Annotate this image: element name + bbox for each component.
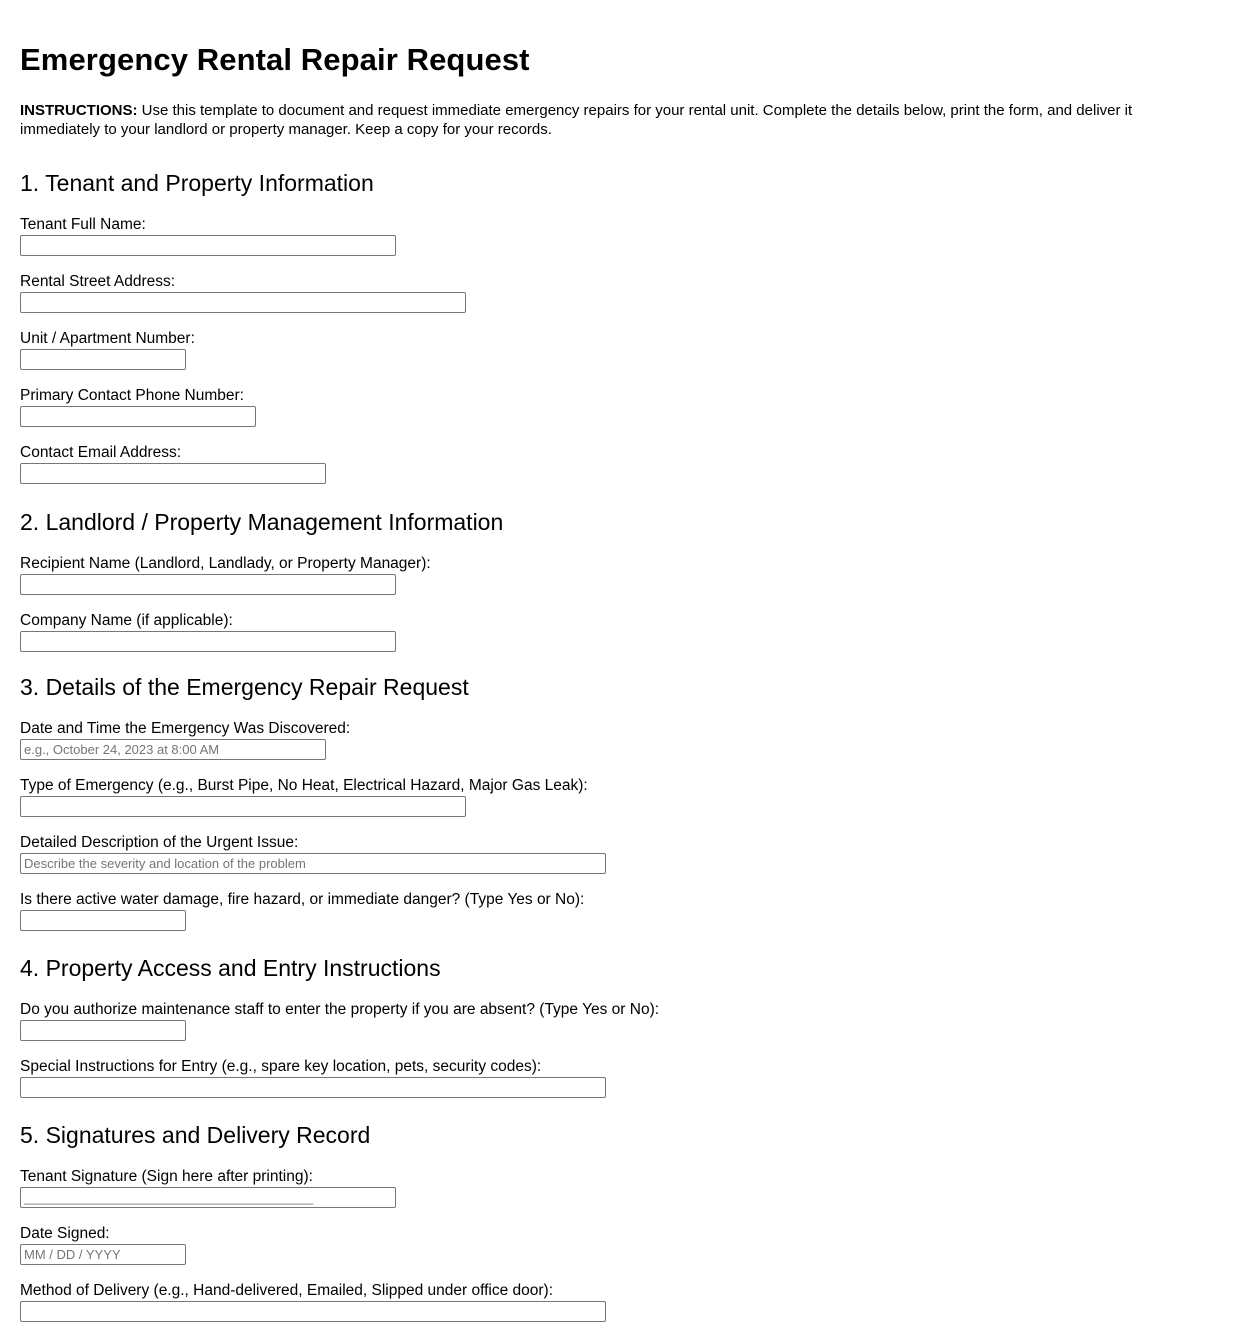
- unit-number-input[interactable]: [20, 349, 186, 370]
- section-title: 2. Landlord / Property Management Information: [20, 509, 504, 535]
- issue-description-input[interactable]: [20, 853, 606, 874]
- field-label: Primary Contact Phone Number:: [20, 387, 244, 404]
- field-company-name: [20, 611, 1227, 652]
- tenant-signature-input[interactable]: [20, 1187, 396, 1208]
- field-active-danger: [20, 890, 1227, 931]
- tenant-full-name-input[interactable]: [20, 235, 396, 256]
- section-property-access: [20, 953, 1227, 1098]
- field-label: Date and Time the Emergency Was Discovered:: [20, 720, 351, 737]
- instructions-label: INSTRUCTIONS:: [20, 102, 138, 119]
- emergency-type-input[interactable]: [20, 796, 466, 817]
- section-emergency-details: [20, 672, 1227, 931]
- field-label: Rental Street Address:: [20, 273, 176, 290]
- authorize-entry-input[interactable]: [20, 1020, 186, 1041]
- section-landlord-info: [20, 507, 1227, 652]
- field-tenant-signature: [20, 1167, 1227, 1208]
- field-label: Type of Emergency (e.g., Burst Pipe, No Heat, Electrical Hazard, Major Gas Leak):: [20, 777, 588, 794]
- instructions-text: [20, 101, 1215, 139]
- section-tenant-property: [20, 168, 1227, 484]
- field-label: Method of Delivery (e.g., Hand-delivered, Emailed, Slipped under office door):: [20, 1282, 554, 1299]
- field-rental-street-address: [20, 272, 1227, 313]
- section-title: 3. Details of the Emergency Repair Request: [20, 674, 469, 700]
- entry-instructions-input[interactable]: [20, 1077, 606, 1098]
- section-title: 4. Property Access and Entry Instructions: [20, 955, 441, 981]
- field-contact-phone: [20, 386, 1227, 427]
- instructions-body: Use this template to document and request immediate emergency repairs for your rental unit. Complete the details below, print the form, and deliver it immediately to your landlord or property manager. Keep a copy for your records.: [20, 102, 1133, 138]
- field-label: Recipient Name (Landlord, Landlady, or Property Manager):: [20, 555, 431, 572]
- field-authorize-entry: [20, 1000, 1227, 1041]
- section-signatures: [20, 1120, 1227, 1322]
- recipient-name-input[interactable]: [20, 574, 396, 595]
- field-label: Company Name (if applicable):: [20, 612, 233, 629]
- field-label: Detailed Description of the Urgent Issue:: [20, 834, 299, 851]
- field-emergency-type: [20, 776, 1227, 817]
- field-delivery-method: [20, 1281, 1227, 1322]
- field-unit-number: [20, 329, 1227, 370]
- field-date-signed: [20, 1224, 1227, 1265]
- emergency-discovered-input[interactable]: [20, 739, 326, 760]
- section-title: 5. Signatures and Delivery Record: [20, 1122, 371, 1148]
- field-label: Date Signed:: [20, 1225, 110, 1242]
- active-danger-input[interactable]: [20, 910, 186, 931]
- contact-phone-input[interactable]: [20, 406, 256, 427]
- field-tenant-full-name: [20, 215, 1227, 256]
- field-label: Tenant Full Name:: [20, 216, 146, 233]
- company-name-input[interactable]: [20, 631, 396, 652]
- delivery-method-input[interactable]: [20, 1301, 606, 1322]
- field-label: Contact Email Address:: [20, 444, 182, 461]
- field-contact-email: [20, 443, 1227, 484]
- field-label: Unit / Apartment Number:: [20, 330, 195, 347]
- field-label: Tenant Signature (Sign here after printing):: [20, 1168, 313, 1185]
- field-recipient-name: [20, 554, 1227, 595]
- field-label: Do you authorize maintenance staff to enter the property if you are absent? (Type Yes or No):: [20, 1001, 660, 1018]
- field-label: Is there active water damage, fire hazard, or immediate danger? (Type Yes or No):: [20, 891, 585, 908]
- rental-street-address-input[interactable]: [20, 292, 466, 313]
- section-title: 1. Tenant and Property Information: [20, 170, 374, 196]
- field-label: Special Instructions for Entry (e.g., spare key location, pets, security codes):: [20, 1058, 542, 1075]
- field-entry-instructions: [20, 1057, 1227, 1098]
- date-signed-input[interactable]: [20, 1244, 186, 1265]
- field-emergency-discovered: [20, 719, 1227, 760]
- contact-email-input[interactable]: [20, 463, 326, 484]
- page-title: Emergency Rental Repair Request: [20, 42, 530, 77]
- field-issue-description: [20, 833, 1227, 874]
